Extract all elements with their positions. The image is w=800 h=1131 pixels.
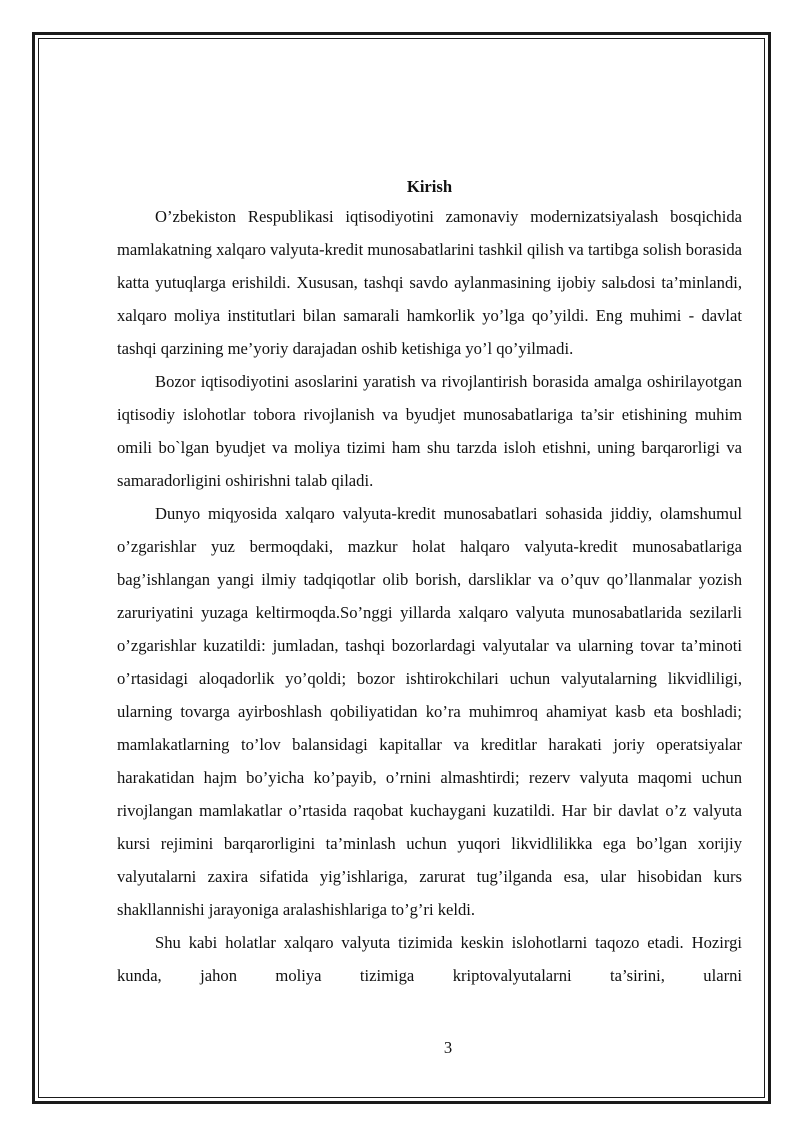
- document-body: [117, 174, 742, 992]
- paragraph-2: Bozor iqtisodiyotini asoslarini yaratish va rivojlantirish borasida amalga oshirilayotgan iqtisodiy islohotlar tobora rivojlanish va byudjet munosabatlariga ta’sir etishining muhim omili bo`lgan byudjet va moliya tizimi ham shu tarzda isloh etishni, uning barqarorligi va samaradorligini oshirishni talab qiladi.: [117, 372, 742, 490]
- paragraph-3: Dunyo miqyosida xalqaro valyuta-kredit munosabatlari sohasida jiddiy, olamshumul o’zgarishlar yuz bermoqdaki, mazkur holat halqaro valyuta-kredit munosabatlariga bag’ishlangan yangi ilmiy tadqiqotlar olib borish, darsliklar va o’quv qo’llanmalar yozish zaruriyatini yuzaga keltirmoqda.So’nggi yillarda xalqaro valyuta munosabatlarida sezilarli o’zgarishlar kuzatildi: jumladan, tashqi bozorlardagi valyutalar va ularning tovar ta’minoti o’rtasidagi aloqadorlik yo’qoldi; bozor ishtirokchilari uchun valyutalarning likvidliligi, ularning tovarga ayirboshlash qobiliyatidan ko’ra muhimroq ahamiyat kasb eta boshladi; mamlakatlarning to’lov balansidagi kapitallar va kreditlar harakati joriy operatsiyalar harakatidan hajm bo’yicha ko’payib, o’rnini almashtirdi; rezerv valyuta maqomi uchun rivojlangan mamlakatlar o’rtasida raqobat kuchaygani kuzatildi. Har bir davlat o’z valyuta kursi rejimini barqarorligini ta’minlash uchun yuqori likvidlilikka ega bo’lgan xorijiy valyutalarni zaxira sifatida yig’ishlariga, zarurat tug’ilganda esa, ular hisobidan kurs shakllannishi jarayoniga aralashishlariga to’g’ri keldi.: [117, 504, 742, 919]
- paragraph-1: O’zbekiston Respublikasi iqtisodiyotini zamonaviy modernizatsiyalash bosqichida mamlakatning xalqaro valyuta-kredit munosabatlarini tashkil qilish va tartibga solish borasida katta yutuqlarga erishildi. Xususan, tashqi savdo aylanmasining ijobiy salьdosi ta’minlandi, xalqaro moliya institutlari bilan samarali hamkorlik yo’lga qo’yildi. Eng muhimi - davlat tashqi qarzining me’yoriy darajadan oshib ketishiga yo’l qo’yilmadi.: [117, 207, 742, 358]
- page-number: 3: [443, 1038, 453, 1057]
- section-title: Kirish: [406, 177, 453, 196]
- paragraph-4: Shu kabi holatlar xalqaro valyuta tizimida keskin islohotlarni taqozo etadi. Hozirgi kunda, jahon moliya tizimiga kriptovalyutalarni ta’sirini, ularni: [117, 933, 742, 985]
